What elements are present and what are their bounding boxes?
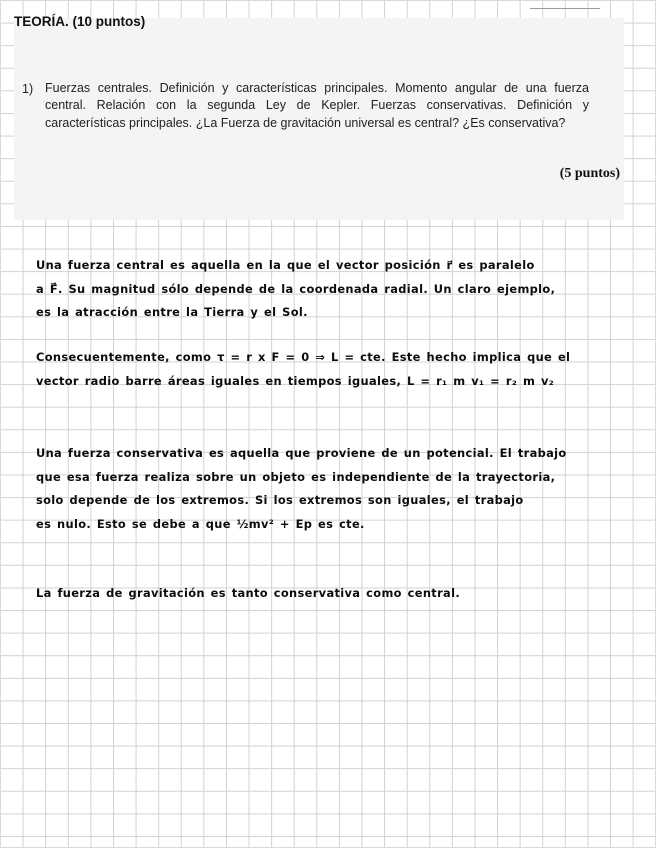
answer-paragraph-central-force [36, 254, 610, 325]
answer-line: La fuerza de gravitación es tanto conservativa como central. [36, 586, 461, 600]
question-points: (5 puntos) [559, 166, 620, 181]
question-number: 1) [22, 82, 34, 96]
answer-paragraph-conservative-force [36, 442, 610, 536]
section-title: TEORÍA. (10 puntos) [14, 14, 146, 29]
answer-line: solo depende de los extremos. Si los extremos son iguales, el trabajo [36, 493, 524, 507]
question-text: Fuerzas centrales. Definición y características principales. Momento angular de una fuerza central. Relación con la segunda Ley de Kepler. Fuerzas conservativas. Definición y características principales. ¿La Fuerza de gravitación universal es central? ¿Es conservativa? [45, 81, 589, 130]
answer-line: Una fuerza conservativa es aquella que proviene de un potencial. El trabajo [36, 446, 567, 460]
header-rule [530, 8, 600, 9]
answer-line: Consecuentemente, como τ = r x F = 0 ⇒ L = cte. Este hecho implica que el [36, 350, 571, 364]
answer-paragraph-angular-momentum [36, 346, 610, 393]
answer-line: es la atracción entre la Tierra y el Sol. [36, 305, 308, 319]
answer-line: es nulo. Esto se debe a que ½mv² + Ep es cte. [36, 516, 365, 531]
answer-line: Una fuerza central es aquella en la que el vector posición r⃗ es paralelo [36, 258, 535, 272]
answer-paragraph-gravitation [36, 582, 610, 606]
answer-line: vector radio barre áreas iguales en tiempos iguales, L = r₁ m v₁ = r₂ m v₂ [36, 373, 555, 388]
answer-line: que esa fuerza realiza sobre un objeto es independiente de la trayectoria, [36, 469, 556, 484]
answer-line: a F⃗. Su magnitud sólo depende de la coordenada radial. Un claro ejemplo, [36, 281, 556, 296]
